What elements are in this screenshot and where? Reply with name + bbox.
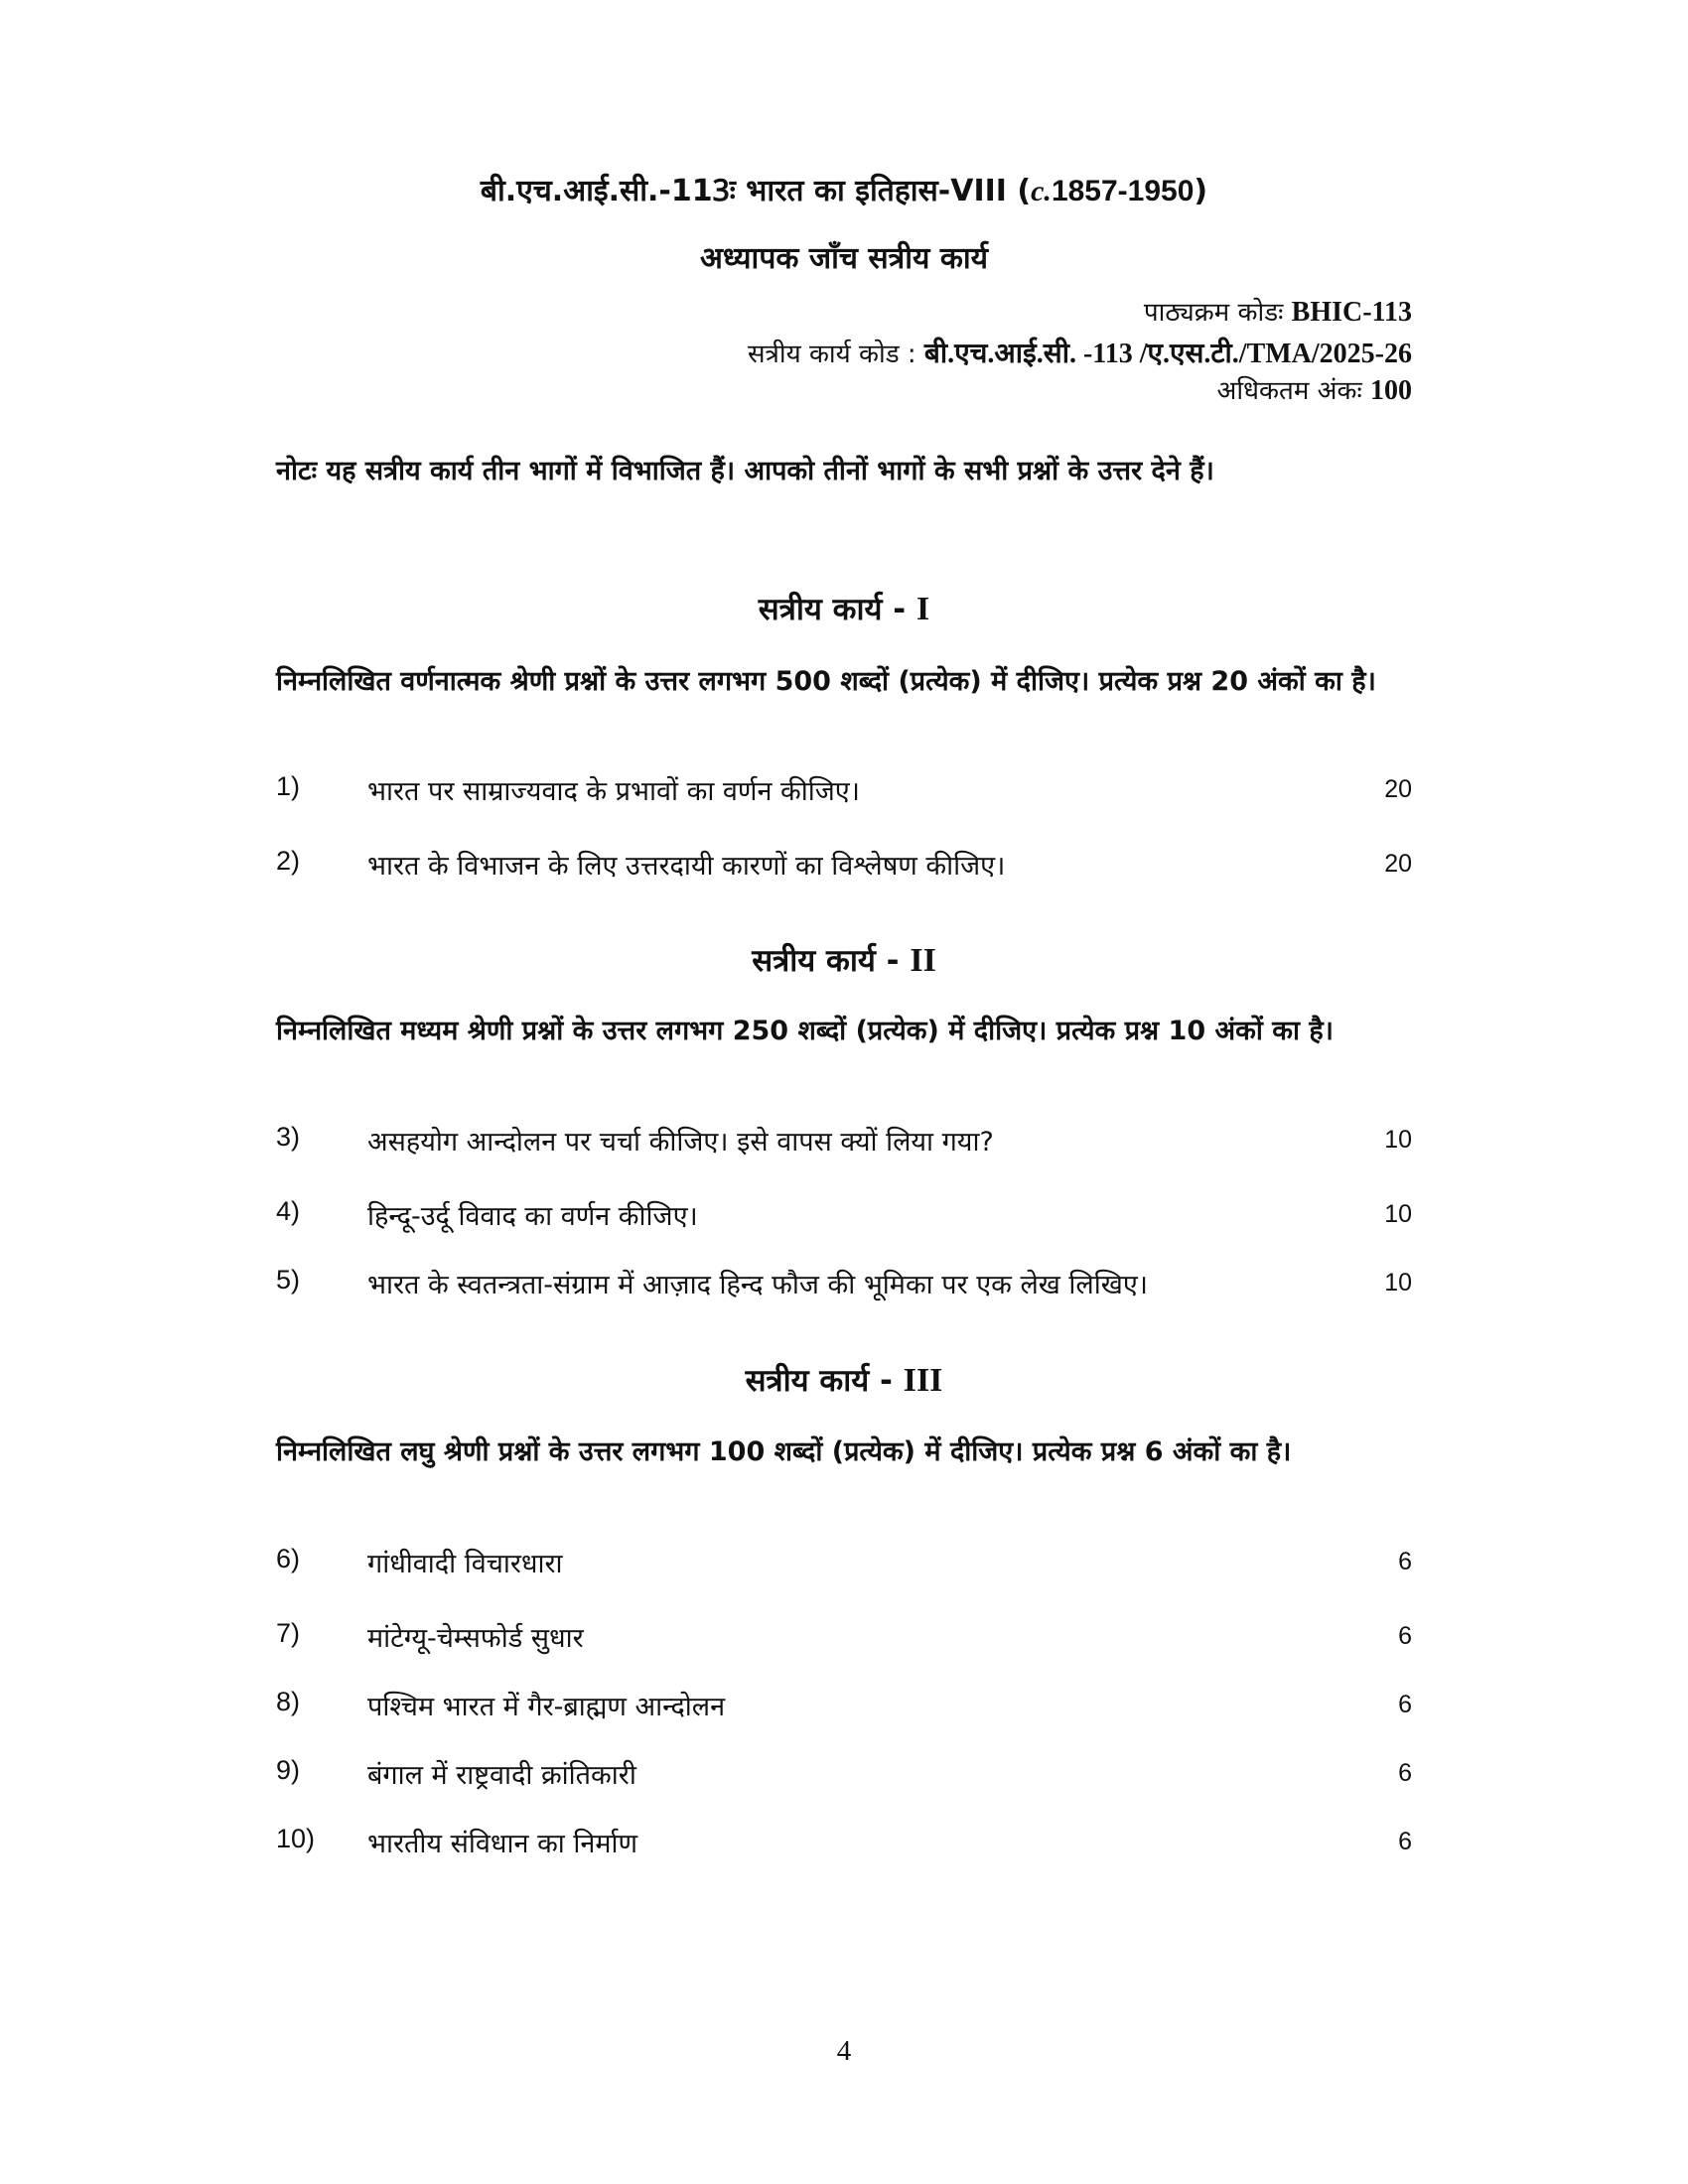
document-title — [0, 169, 1688, 209]
section-instruction: निम्नलिखित मध्यम श्रेणी प्रश्नों के उत्तर लगभग 250 शब्दों (प्रत्येक) में दीजिए। प्रत्येक प्रश्न 10 अंकों का है। — [276, 1016, 1334, 1046]
question-number: 9) — [276, 1755, 301, 1785]
assignment-code-line — [748, 334, 1412, 371]
question-item — [276, 1687, 1412, 1726]
section-heading-label: सत्रीय कार्य - — [758, 592, 907, 627]
section-instruction: निम्नलिखित वर्णनात्मक श्रेणी प्रश्नों के उत्तर लगभग 500 शब्दों (प्रत्येक) में दीजिए। प्रत्येक प्रश्न 20 अंकों का है। — [276, 666, 1376, 697]
question-marks: 6 — [1398, 1828, 1412, 1855]
max-marks: 100 — [1370, 375, 1412, 406]
course-code-line — [1144, 293, 1412, 329]
question-marks: 6 — [1398, 1622, 1412, 1650]
question-marks: 20 — [1384, 775, 1412, 803]
question-marks: 10 — [1384, 1126, 1412, 1154]
section-heading-label: सत्रीय कार्य - — [745, 1363, 893, 1399]
question-number: 10) — [276, 1824, 316, 1853]
question-text: मांटेग्यू-चेम्सफोर्ड सुधार — [367, 1623, 584, 1654]
question-text: भारतीय संविधान का निर्माण — [367, 1829, 638, 1859]
question-marks: 20 — [1384, 850, 1412, 878]
section-numeral: I — [915, 591, 930, 627]
question-number: 2) — [276, 846, 301, 876]
section-heading-label: सत्रीय कार्य - — [752, 943, 900, 979]
section-instruction: निम्नलिखित लघु श्रेणी प्रश्नों के उत्तर लगभग 100 शब्दों (प्रत्येक) में दीजिए। प्रत्येक प्रश्न 6 अंकों का है। — [276, 1436, 1292, 1467]
page-number: 4 — [836, 2035, 852, 2067]
question-text: हिन्दू-उर्दू विवाद का वर्णन कीजिए। — [367, 1201, 698, 1232]
question-text: भारत के स्वतन्त्रता-संग्राम में आज़ाद हिन्द फौज की भूमिका पर एक लेख लिखिए। — [367, 1270, 1148, 1300]
title-suffix: ) — [1194, 174, 1208, 208]
question-number: 8) — [276, 1687, 301, 1716]
question-number: 6) — [276, 1544, 301, 1573]
document-subtitle: अध्यापक जाँच सत्रीय कार्य — [699, 241, 989, 276]
section-heading — [0, 588, 1688, 629]
title-prefix: बी.एच.आई.सी.-113ः भारत का इतिहास-VIII ( — [480, 174, 1032, 208]
question-marks: 6 — [1398, 1759, 1412, 1787]
question-item — [276, 1544, 1412, 1583]
section-heading — [0, 1359, 1688, 1401]
title-years: 1857-1950 — [1051, 175, 1195, 207]
question-item — [276, 1755, 1412, 1795]
question-marks: 10 — [1384, 1200, 1412, 1228]
question-marks: 6 — [1398, 1691, 1412, 1718]
question-item — [276, 1196, 1412, 1236]
section-numeral: II — [910, 942, 936, 979]
question-item — [276, 771, 1412, 811]
question-item — [276, 1824, 1412, 1863]
question-text: बंगाल में राष्ट्रवादी क्रांतिकारी — [367, 1760, 636, 1791]
question-number: 4) — [276, 1196, 301, 1226]
question-text: असहयोग आन्दोलन पर चर्चा कीजिए। इसे वापस क्यों लिया गया? — [367, 1127, 994, 1158]
section-numeral: III — [903, 1362, 943, 1399]
question-text: पश्चिम भारत में गैर-ब्राह्मण आन्दोलन — [367, 1692, 726, 1722]
question-text: भारत के विभाजन के लिए उत्तरदायी कारणों का विश्लेषण कीजिए। — [367, 851, 1006, 882]
question-item — [276, 846, 1412, 886]
course-code: BHIC-113 — [1291, 297, 1412, 328]
max-marks-line — [1216, 371, 1412, 407]
assignment-code-label: सत्रीय कार्य कोड : — [747, 340, 916, 369]
question-item — [276, 1122, 1412, 1161]
question-marks: 10 — [1384, 1269, 1412, 1297]
course-code-label: पाठ्यक्रम कोडः — [1143, 298, 1284, 328]
question-item — [276, 1618, 1412, 1658]
question-marks: 6 — [1398, 1548, 1412, 1575]
question-number: 5) — [276, 1265, 301, 1295]
question-number: 7) — [276, 1618, 301, 1648]
question-text: भारत पर साम्राज्यवाद के प्रभावों का वर्णन कीजिए। — [367, 776, 860, 807]
title-circa: c. — [1031, 175, 1052, 207]
question-number: 3) — [276, 1122, 301, 1152]
assignment-code: बी.एच.आई.सी. -113 /ए.एस.टी./TMA/2025-26 — [923, 339, 1412, 369]
section-heading — [0, 939, 1688, 981]
question-item — [276, 1265, 1412, 1304]
max-marks-label: अधिकतम अंकः — [1216, 376, 1362, 406]
instructions-note: नोटः यह सत्रीय कार्य तीन भागों में विभाजित हैं। आपको तीनों भागों के सभी प्रश्नों के उत्तर देने हैं। — [276, 456, 1214, 486]
question-text: गांधीवादी विचारधारा — [367, 1549, 563, 1579]
question-number: 1) — [276, 771, 301, 801]
